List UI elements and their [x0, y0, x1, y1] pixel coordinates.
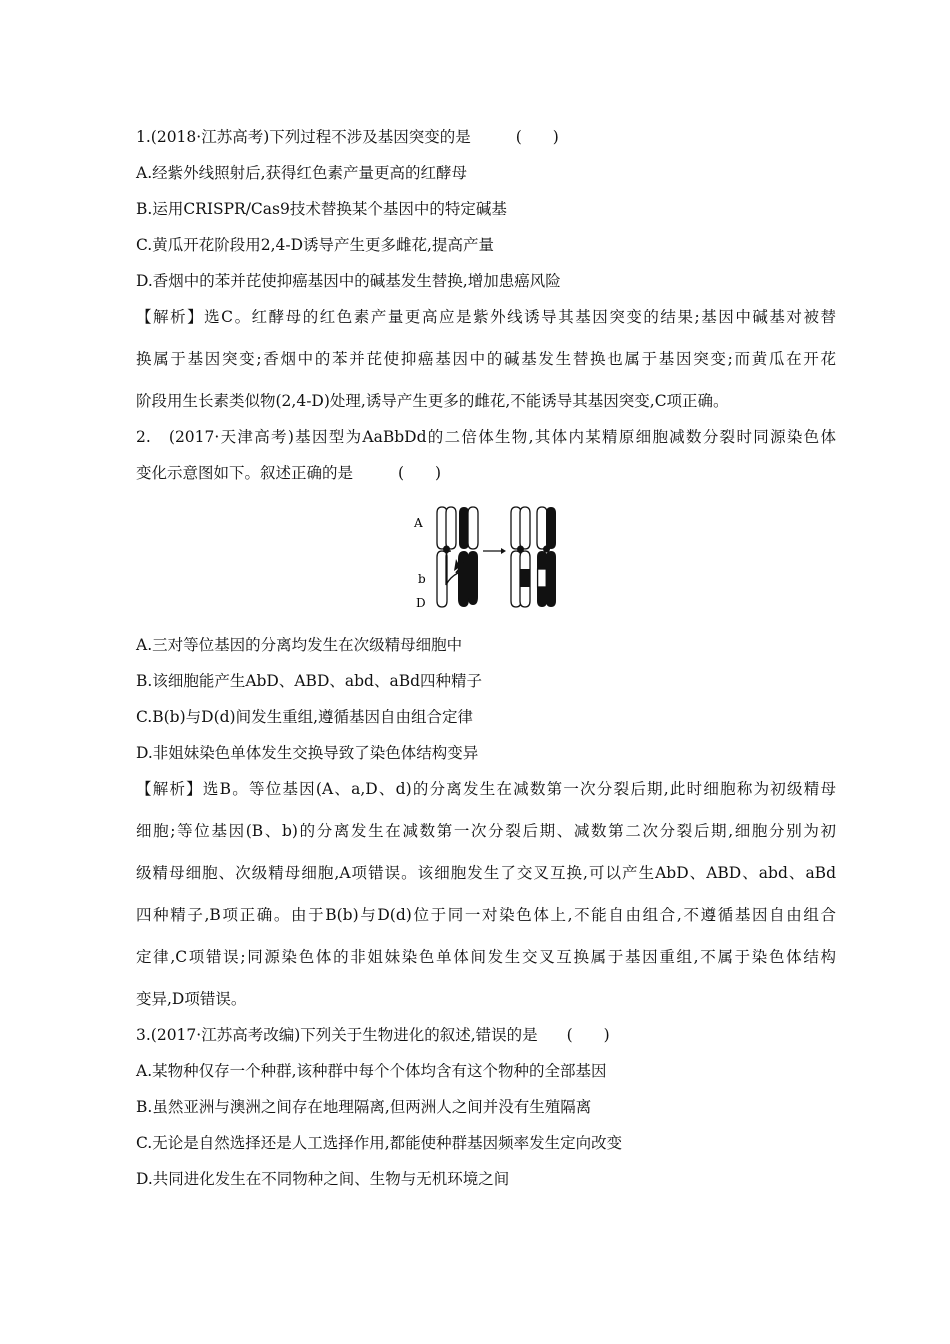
q2-answer-bracket: ( ): [397, 464, 442, 482]
chromosome-diagram: [412, 503, 562, 613]
q1-answer-bracket: ( ): [515, 128, 559, 146]
q2-analysis-line-3: 级精母细胞、次级精母细胞,A项错误。该细胞发生了交叉互换,可以产生AbD、ABD、abd、aBd: [136, 864, 836, 882]
q3-option-a: A.某物种仅存一个种群,该种群中每个个体均含有这个物种的全部基因: [136, 1062, 607, 1080]
q2-stem-end: 变化示意图如下。叙述正确的是: [136, 464, 354, 482]
q2-stem-line-1: 2. (2017·天津高考)基因型为AaBbDd的二倍体生物,其体内某精原细胞减数分裂时同源染色体: [136, 428, 836, 446]
homologous-pair-after: [511, 507, 556, 607]
q1-option-d: D.香烟中的苯并芘使抑癌基因中的碱基发生替换,增加患癌风险: [136, 272, 561, 290]
q3-option-d: D.共同进化发生在不同物种之间、生物与无机环境之间: [136, 1170, 510, 1188]
q1-stem-line: [136, 126, 836, 148]
q2-analysis-line-5: 定律,C项错误;同源染色体的非姐妹染色单体间发生交叉互换属于基因重组,不属于染色体结构: [136, 948, 836, 966]
q1-option-b: B.运用CRISPR/Cas9技术替换某个基因中的特定碱基: [136, 200, 507, 218]
q3-option-c: C.无论是自然选择还是人工选择作用,都能使种群基因频率发生定向改变: [136, 1134, 623, 1152]
q2-option-c: C.B(b)与D(d)间发生重组,遵循基因自由组合定律: [136, 708, 474, 726]
q2-option-d: D.非姐妹染色单体发生交换导致了染色体结构变异: [136, 744, 479, 762]
q2-analysis-line-6: 变异,D项错误。: [136, 990, 247, 1008]
q1-option-c: C.黄瓜开花阶段用2,4-D诱导产生更多雌花,提高产量: [136, 236, 494, 254]
q3-option-b: B.虽然亚洲与澳洲之间存在地理隔离,但两洲人之间并没有生殖隔离: [136, 1098, 592, 1116]
label-gene-b: b: [418, 572, 426, 586]
q2-option-b: B.该细胞能产生AbD、ABD、abd、aBd四种精子: [136, 672, 483, 690]
q1-analysis-line-2: 换属于基因突变;香烟中的苯并芘使抑癌基因中的碱基发生替换也属于基因突变;而黄瓜在开花: [136, 350, 836, 368]
q1-analysis-line-3: 阶段用生长素类似物(2,4-D)处理,诱导产生更多的雌花,不能诱导其基因突变,C项正确。: [136, 392, 729, 410]
label-gene-d: D: [416, 596, 426, 610]
arrow-head: [501, 548, 506, 554]
q1-stem: 1.(2018·江苏高考)下列过程不涉及基因突变的是: [136, 128, 471, 146]
q2-analysis-line-2: 细胞;等位基因(B、b)的分离发生在减数第一次分裂后期、减数第二次分裂后期,细胞分别为初: [136, 822, 836, 840]
homologous-pair-before: [437, 507, 478, 607]
q3-stem: 3.(2017·江苏高考改编)下列关于生物进化的叙述,错误的是: [136, 1026, 538, 1044]
q2-analysis-line-1: 【解析】选B。等位基因(A、a,D、d)的分离发生在减数第一次分裂后期,此时细胞称为初级精母: [136, 780, 836, 798]
q2-analysis-line-4: 四种精子,B项正确。由于B(b)与D(d)位于同一对染色体上,不能自由组合,不遵循基因自由组合: [136, 906, 836, 924]
chromosome-diagram-svg: [412, 503, 562, 613]
q1-option-a: A.经紫外线照射后,获得红色素产量更高的红酵母: [136, 164, 468, 182]
q2-option-a: A.三对等位基因的分离均发生在次级精母细胞中: [136, 636, 463, 654]
q2-stem-line-2: [136, 462, 836, 484]
q1-analysis-line-1: 【解析】选C。红酵母的红色素产量更高应是紫外线诱导其基因突变的结果;基因中碱基对被替: [136, 308, 836, 326]
label-gene-a: A: [414, 516, 423, 530]
q3-answer-bracket: ( ): [566, 1026, 610, 1044]
q3-stem-line: [136, 1024, 836, 1046]
